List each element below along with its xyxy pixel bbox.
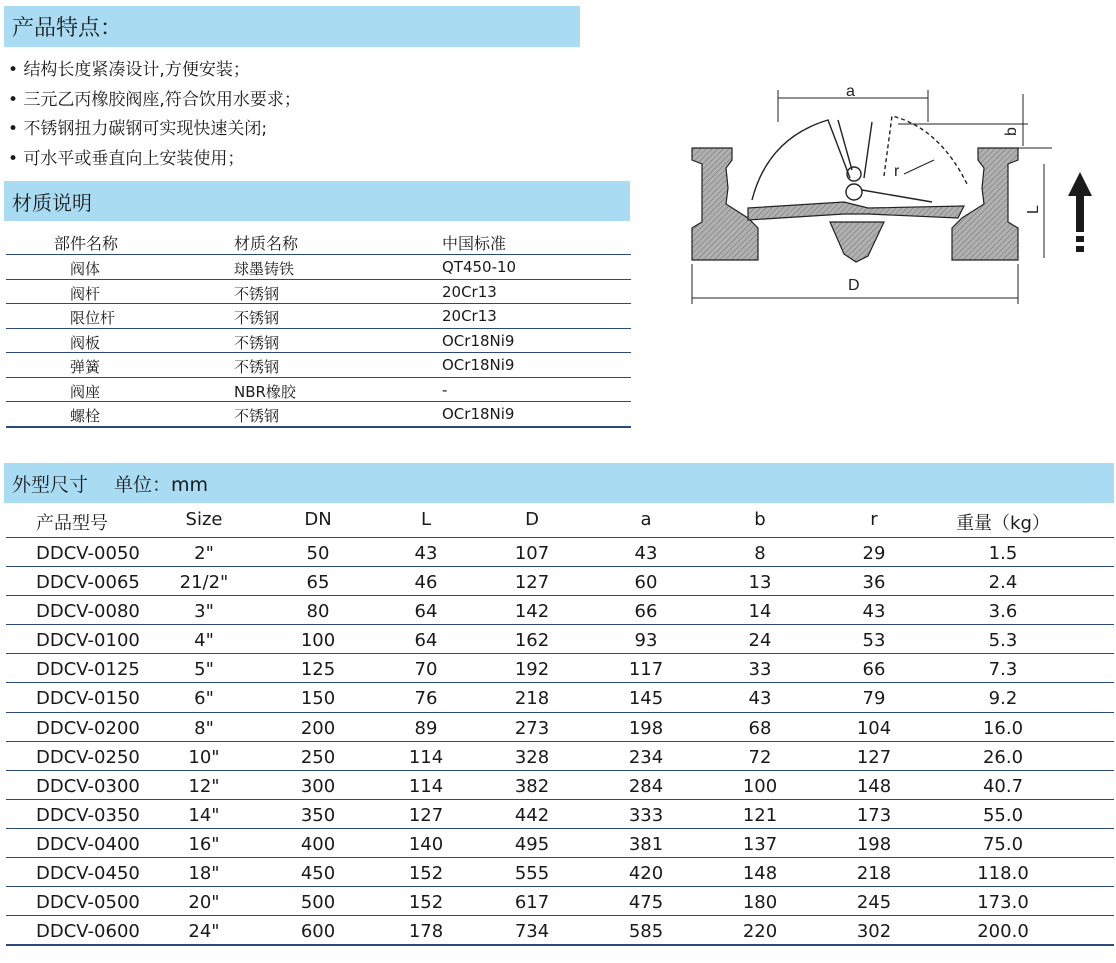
cell-weight: 9.2 bbox=[988, 688, 1018, 710]
cell-size: 14" bbox=[188, 804, 220, 826]
label-a: a bbox=[846, 83, 855, 100]
cell-weight: 5.3 bbox=[988, 630, 1018, 652]
material-name: 不锈钢 bbox=[234, 407, 280, 425]
cell-r: 29 bbox=[862, 543, 886, 564]
material-part: 限位杆 bbox=[70, 309, 116, 327]
cell-d: 218 bbox=[514, 688, 550, 710]
material-standard: OCr18Ni9 bbox=[442, 405, 515, 423]
feature-item: • 三元乙丙橡胶阀座,符合饮用水要求； bbox=[8, 86, 301, 116]
cell-a: 381 bbox=[628, 833, 664, 855]
cell-r: 148 bbox=[856, 775, 892, 797]
cell-r: 198 bbox=[856, 833, 892, 855]
header-r: r bbox=[870, 509, 878, 530]
cell-l: 152 bbox=[408, 863, 444, 885]
cell-r: 127 bbox=[856, 746, 892, 768]
cell-weight: 118.0 bbox=[977, 863, 1029, 885]
cell-model: DDCV-0200 bbox=[36, 717, 140, 739]
cell-model: DDCV-0080 bbox=[36, 601, 140, 623]
cell-model: DDCV-0350 bbox=[36, 804, 140, 826]
cell-model: DDCV-0450 bbox=[36, 863, 140, 885]
material-row bbox=[6, 353, 631, 378]
cell-a: 585 bbox=[628, 921, 664, 943]
cell-d: 382 bbox=[514, 775, 550, 797]
cell-model: DDCV-0400 bbox=[36, 833, 140, 855]
cell-l: 89 bbox=[414, 717, 438, 739]
material-name: 不锈钢 bbox=[234, 333, 280, 352]
materials-title: 材质说明 bbox=[4, 181, 630, 221]
materials-table bbox=[6, 228, 631, 428]
cell-size: 16" bbox=[188, 833, 220, 855]
cell-dn: 50 bbox=[306, 543, 330, 564]
cell-a: 475 bbox=[628, 892, 664, 914]
cell-model: DDCV-0065 bbox=[36, 572, 140, 594]
cell-b: 72 bbox=[748, 746, 772, 768]
cell-l: 178 bbox=[408, 921, 444, 943]
cell-model: DDCV-0125 bbox=[36, 659, 140, 681]
cell-size: 10" bbox=[188, 746, 220, 768]
cell-size: 5" bbox=[194, 659, 214, 681]
cell-r: 104 bbox=[856, 717, 892, 739]
dimensions-table bbox=[6, 505, 1114, 946]
material-standard: 20Cr13 bbox=[442, 282, 497, 301]
cell-dn: 150 bbox=[300, 688, 336, 710]
table-row bbox=[6, 829, 1114, 858]
material-name: NBR橡胶 bbox=[234, 382, 296, 401]
cell-d: 617 bbox=[514, 892, 550, 914]
table-row bbox=[6, 683, 1114, 712]
cell-weight: 75.0 bbox=[982, 833, 1024, 855]
cell-b: 13 bbox=[748, 572, 772, 594]
header-a: a bbox=[640, 509, 652, 530]
header-size: Size bbox=[185, 509, 223, 530]
cell-weight: 40.7 bbox=[982, 775, 1024, 797]
cell-a: 145 bbox=[628, 688, 664, 710]
cell-weight: 2.4 bbox=[988, 572, 1018, 594]
table-row bbox=[6, 713, 1114, 742]
cell-model: DDCV-0150 bbox=[36, 688, 140, 710]
cell-r: 43 bbox=[862, 601, 886, 623]
cell-dn: 500 bbox=[300, 892, 336, 914]
cell-r: 173 bbox=[856, 804, 892, 826]
flow-arrow-icon bbox=[1068, 172, 1092, 252]
header-weight: 重量（kg） bbox=[956, 513, 1050, 534]
cell-a: 198 bbox=[628, 717, 664, 739]
header-standard: 中国标准 bbox=[442, 234, 507, 253]
cell-model: DDCV-0300 bbox=[36, 775, 140, 797]
cell-model: DDCV-0500 bbox=[36, 892, 140, 914]
cell-d: 162 bbox=[514, 630, 550, 652]
cell-b: 8 bbox=[754, 543, 766, 564]
material-row bbox=[6, 378, 631, 403]
cell-size: 21/2" bbox=[179, 572, 229, 594]
cell-b: 14 bbox=[748, 601, 772, 623]
material-part: 螺栓 bbox=[70, 407, 101, 425]
cell-l: 114 bbox=[408, 775, 444, 797]
cell-size: 2" bbox=[194, 543, 214, 564]
dimensions-title: 外型尺寸 bbox=[12, 473, 89, 496]
cell-d: 495 bbox=[514, 833, 550, 855]
label-r: r bbox=[894, 163, 900, 180]
material-name: 不锈钢 bbox=[234, 284, 280, 303]
cell-r: 66 bbox=[862, 659, 886, 681]
feature-item: • 不锈钢扭力碳钢可实现快速关闭; bbox=[8, 115, 301, 145]
valve-disc bbox=[752, 116, 968, 202]
cell-size: 8" bbox=[194, 717, 214, 739]
cell-weight: 1.5 bbox=[988, 543, 1018, 564]
header-d: D bbox=[525, 509, 539, 530]
material-standard: OCr18Ni9 bbox=[442, 356, 515, 374]
cell-l: 70 bbox=[414, 659, 438, 681]
table-row bbox=[6, 916, 1114, 946]
cell-d: 127 bbox=[514, 572, 550, 594]
material-standard: QT450-10 bbox=[442, 258, 517, 276]
table-row bbox=[6, 625, 1114, 654]
cell-size: 24" bbox=[188, 921, 220, 943]
cell-weight: 55.0 bbox=[982, 804, 1024, 826]
cell-dn: 80 bbox=[306, 601, 330, 623]
cell-r: 36 bbox=[862, 572, 886, 594]
cell-l: 76 bbox=[414, 688, 438, 710]
features-title: 产品特点： bbox=[4, 6, 580, 47]
material-name: 球墨铸铁 bbox=[234, 260, 295, 278]
cell-r: 245 bbox=[856, 892, 892, 914]
table-row bbox=[6, 800, 1114, 829]
dimensions-unit: 单位：mm bbox=[114, 473, 209, 496]
cell-b: 33 bbox=[748, 659, 772, 681]
cell-a: 66 bbox=[634, 601, 658, 623]
cell-a: 60 bbox=[634, 572, 658, 594]
feature-item: • 结构长度紧凑设计,方便安装； bbox=[8, 56, 301, 86]
material-standard: - bbox=[442, 380, 448, 399]
cell-size: 18" bbox=[188, 863, 220, 885]
cell-a: 117 bbox=[628, 659, 664, 681]
cell-weight: 16.0 bbox=[982, 717, 1024, 739]
cell-dn: 350 bbox=[300, 804, 336, 826]
cell-a: 284 bbox=[628, 775, 664, 797]
table-row bbox=[6, 858, 1114, 887]
material-standard: 20Cr13 bbox=[442, 307, 497, 325]
features-list bbox=[8, 56, 301, 174]
label-D: D bbox=[848, 277, 860, 294]
cell-d: 142 bbox=[514, 601, 550, 623]
material-part: 阀板 bbox=[70, 333, 101, 352]
material-name: 不锈钢 bbox=[234, 309, 280, 327]
material-row bbox=[6, 329, 631, 354]
table-row bbox=[6, 771, 1114, 800]
cell-r: 79 bbox=[862, 688, 886, 710]
dimensions-header bbox=[6, 505, 1114, 538]
header-part: 部件名称 bbox=[54, 234, 119, 253]
label-b: b bbox=[1003, 127, 1020, 136]
cell-b: 180 bbox=[742, 892, 778, 914]
material-part: 弹簧 bbox=[70, 358, 101, 376]
cell-b: 220 bbox=[742, 921, 778, 943]
cell-d: 328 bbox=[514, 746, 550, 768]
cell-dn: 400 bbox=[300, 833, 336, 855]
cell-dn: 600 bbox=[300, 921, 336, 943]
cell-dn: 450 bbox=[300, 863, 336, 885]
header-dn: DN bbox=[304, 509, 332, 530]
table-row bbox=[6, 887, 1114, 916]
cell-dn: 250 bbox=[300, 746, 336, 768]
table-row bbox=[6, 538, 1114, 567]
cell-d: 273 bbox=[514, 717, 550, 739]
table-row bbox=[6, 654, 1114, 683]
cell-a: 43 bbox=[634, 543, 658, 564]
cell-l: 64 bbox=[414, 630, 438, 652]
material-part: 阀杆 bbox=[70, 284, 101, 303]
cell-dn: 125 bbox=[300, 659, 336, 681]
label-L: L bbox=[1025, 205, 1042, 214]
cell-model: DDCV-0100 bbox=[36, 630, 140, 652]
cell-l: 43 bbox=[414, 543, 438, 564]
material-part: 阀座 bbox=[70, 382, 101, 401]
cell-a: 93 bbox=[634, 630, 658, 652]
valve-diagram bbox=[688, 82, 1098, 312]
cell-d: 555 bbox=[514, 863, 550, 885]
cell-model: DDCV-0600 bbox=[36, 921, 140, 943]
material-standard: OCr18Ni9 bbox=[442, 331, 515, 350]
cell-b: 24 bbox=[748, 630, 772, 652]
cell-size: 6" bbox=[194, 688, 214, 710]
cell-a: 333 bbox=[628, 804, 664, 826]
feature-item: • 可水平或垂直向上安装使用； bbox=[8, 145, 301, 175]
cell-weight: 173.0 bbox=[977, 892, 1029, 914]
cell-d: 442 bbox=[514, 804, 550, 826]
material-name: 不锈钢 bbox=[234, 358, 280, 376]
table-row bbox=[6, 596, 1114, 625]
cell-b: 148 bbox=[742, 863, 778, 885]
cell-l: 140 bbox=[408, 833, 444, 855]
table-row bbox=[6, 567, 1114, 596]
cell-d: 107 bbox=[514, 543, 550, 564]
material-row bbox=[6, 304, 631, 329]
valve-body bbox=[692, 148, 1018, 262]
cell-model: DDCV-0050 bbox=[36, 543, 140, 564]
header-material: 材质名称 bbox=[234, 234, 299, 253]
cell-d: 192 bbox=[514, 659, 550, 681]
cell-model: DDCV-0250 bbox=[36, 746, 140, 768]
cell-b: 137 bbox=[742, 833, 778, 855]
cell-weight: 3.6 bbox=[988, 601, 1018, 623]
cell-r: 53 bbox=[862, 630, 886, 652]
cell-r: 218 bbox=[856, 863, 892, 885]
cell-dn: 300 bbox=[300, 775, 336, 797]
cell-size: 20" bbox=[188, 892, 220, 914]
material-row bbox=[6, 402, 631, 428]
cell-weight: 200.0 bbox=[977, 921, 1029, 943]
cell-size: 3" bbox=[194, 601, 214, 623]
cell-a: 234 bbox=[628, 746, 664, 768]
cell-weight: 7.3 bbox=[988, 659, 1018, 681]
material-row bbox=[6, 280, 631, 305]
cell-b: 121 bbox=[742, 804, 778, 826]
cell-b: 68 bbox=[748, 717, 772, 739]
dimensions-title-bar bbox=[4, 463, 1114, 503]
material-part: 阀体 bbox=[70, 260, 101, 278]
materials-header bbox=[6, 228, 631, 255]
cell-l: 114 bbox=[408, 746, 444, 768]
cell-size: 12" bbox=[188, 775, 220, 797]
header-b: b bbox=[754, 509, 766, 530]
cell-a: 420 bbox=[628, 863, 664, 885]
material-row bbox=[6, 255, 631, 280]
cell-l: 127 bbox=[408, 804, 444, 826]
cell-size: 4" bbox=[194, 630, 214, 652]
cell-b: 43 bbox=[748, 688, 772, 710]
cell-l: 64 bbox=[414, 601, 438, 623]
header-l: L bbox=[420, 509, 432, 530]
cell-weight: 26.0 bbox=[982, 746, 1024, 768]
cell-l: 46 bbox=[414, 572, 438, 594]
table-row bbox=[6, 742, 1114, 771]
cell-dn: 100 bbox=[300, 630, 336, 652]
cell-b: 100 bbox=[742, 775, 778, 797]
header-model: 产品型号 bbox=[36, 513, 108, 534]
cell-dn: 200 bbox=[300, 717, 336, 739]
cell-dn: 65 bbox=[306, 572, 330, 594]
cell-r: 302 bbox=[856, 921, 892, 943]
cell-d: 734 bbox=[514, 921, 550, 943]
cell-l: 152 bbox=[408, 892, 444, 914]
